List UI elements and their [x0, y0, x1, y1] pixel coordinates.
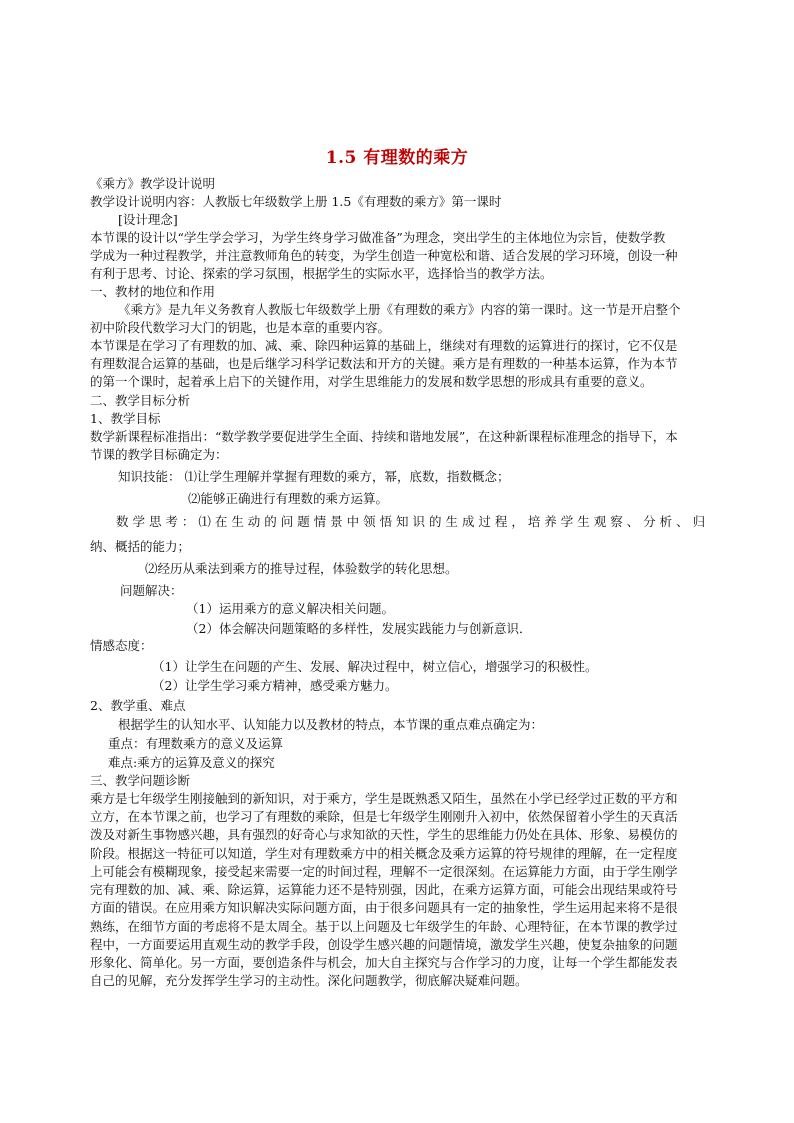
- text-line: 立方，在本节课之前，也学习了有理数的乘除，但是七年级学生刚刚升入初中，依然保留着小学生的天真活: [90, 809, 678, 824]
- text-line: 本节课是在学习了有理数的加、减、乘、除四种运算的基础上，继续对有理数的运算进行的探讨，它不仅是: [90, 338, 678, 353]
- document-title: 1.5 有理数的乘方: [325, 148, 469, 168]
- text-line: 的第一个课时，起着承上启下的关键作用，对学生思维能力的发展和数学思想的形成具有重要的意义。: [90, 374, 653, 389]
- text-line: ⑵能够正确进行有理数的乘方运算。: [188, 491, 389, 506]
- text-line: 教学设计说明内容：人教版七年级数学上册 1.5《有理数的乘方》第一课时: [90, 194, 502, 209]
- text-line: 上可能会有模糊现象，接受起来需要一定的时间过程，理解不一定很深刻。在运算能力方面，由于学生刚学: [90, 864, 678, 879]
- text-line: （1）让学生在问题的产生、发展、解决过程中，树立信心，增强学习的积极性。: [152, 659, 598, 674]
- text-line: 数学新课程标准指出：“数学教学要促进学生全面、持续和谐地发展”，在这种新课程标准理念的指导下，本: [90, 429, 678, 444]
- text-line: 《乘方》是九年义务教育人教版七年级数学上册《有理数的乘方》内容的第一课时。这一节是开启整个: [118, 302, 681, 317]
- text-line: 根据学生的认知水平、认知能力以及教材的特点，本节课的重点难点确定为：: [118, 717, 544, 732]
- text-line: （2）让学生学习乘方精神，感受乘方魅力。: [152, 678, 398, 693]
- text-line: ⑵经历从乘法到乘方的推导过程，体验数学的转化思想。: [145, 561, 458, 576]
- text-line: 形象化、简单化。另一方面，要创造条件与机会，加大自主探究与合作学习的力度，让每一个学生都能发表: [90, 955, 678, 970]
- text-line: 自己的见解，充分发挥学生学习的主动性。深化问题教学，彻底解决疑难问题。: [90, 973, 528, 988]
- section-heading: 一、教材的地位和作用: [90, 284, 216, 299]
- subsection-heading: 2、教学重、难点: [90, 698, 186, 713]
- text-line: （2）体会解决问题策略的多样性，发展实践能力与创新意识．: [186, 621, 532, 636]
- text-line: 完有理数的加、减、乘、除运算，运算能力还不是特别强，因此，在乘方运算方面，可能会出现结果或符号: [90, 882, 678, 897]
- text-line: 程中，一方面要运用直观生动的教学手段，创设学生感兴趣的问题情境，激发学生兴趣，使复杂抽象的问题: [90, 937, 678, 952]
- text-line: 知识技能： ⑴让学生理解并掌握有理数的乘方，幂，底数，指数概念；: [118, 469, 510, 484]
- text-line: 泼及对新生事物感兴趣，具有强烈的好奇心与求知欲的天性，学生的思维能力仍处在具体、形象、易模仿的: [90, 827, 678, 842]
- text-line: 情感态度：: [90, 638, 153, 653]
- text-line: 重点：有理数乘方的意义及运算: [108, 736, 284, 751]
- text-line: 初中阶段代数学习大门的钥匙，也是本章的重要内容。: [90, 320, 391, 335]
- text-line: [设计理念]: [118, 212, 178, 227]
- text-line: 数 学 思 考 ： ⑴ 在 生 动 的 问 题 情 景 中 领 悟 知 识 的 生 成 过 程 ， 培 养 学 生 观 察 、 分 析 、 归: [116, 514, 706, 529]
- text-line: 有利于思考、讨论、探索的学习氛围，根据学生的实际水平，选择恰当的教学方法。: [90, 266, 553, 281]
- section-heading: 二、教学目标分析: [90, 393, 191, 408]
- text-line: （1）运用乘方的意义解决相关问题。: [186, 601, 394, 616]
- text-line: 本节课的设计以“学生学会学习，为学生终身学习做准备”为理念，突出学生的主体地位为宗旨，使数学教: [90, 230, 666, 245]
- text-line: 学成为一种过程教学，并注意教师角色的转变，为学生创造一种宽松和谐、适合发展的学习环境，创设一种: [90, 248, 678, 263]
- text-line: 乘方是七年级学生刚接触到的新知识，对于乘方，学生是既熟悉又陌生，虽然在小学已经学过正数的平方和: [90, 791, 678, 806]
- text-line: 纳、概括的能力；: [90, 539, 191, 554]
- text-line: 熟练，在细节方面的考虑将不是太周全。基于以上问题及七年级学生的年龄、心理特征，在本节课的教学过: [90, 919, 678, 934]
- section-heading: 三、教学问题诊断: [90, 773, 191, 788]
- text-line: 难点:乘方的运算及意义的探究: [108, 755, 275, 770]
- text-line: 有理数混合运算的基础，也是后继学习科学记数法和开方的关键。乘方是有理数的一种基本运算，作为本节: [90, 356, 678, 371]
- subsection-heading: 1、教学目标: [90, 411, 161, 426]
- text-line: 方面的错误。在应用乘方知识解决实际问题方面，由于很多问题具有一定的抽象性，学生运用起来将不是很: [90, 900, 678, 915]
- text-line: 《乘方》教学设计说明: [90, 176, 216, 191]
- text-line: 问题解决：: [120, 583, 183, 598]
- text-line: 节课的教学目标确定为：: [90, 447, 228, 462]
- text-line: 阶段。根据这一特征可以知道，学生对有理数乘方中的相关概念及乘方运算的符号规律的理解，在一定程度: [90, 846, 678, 861]
